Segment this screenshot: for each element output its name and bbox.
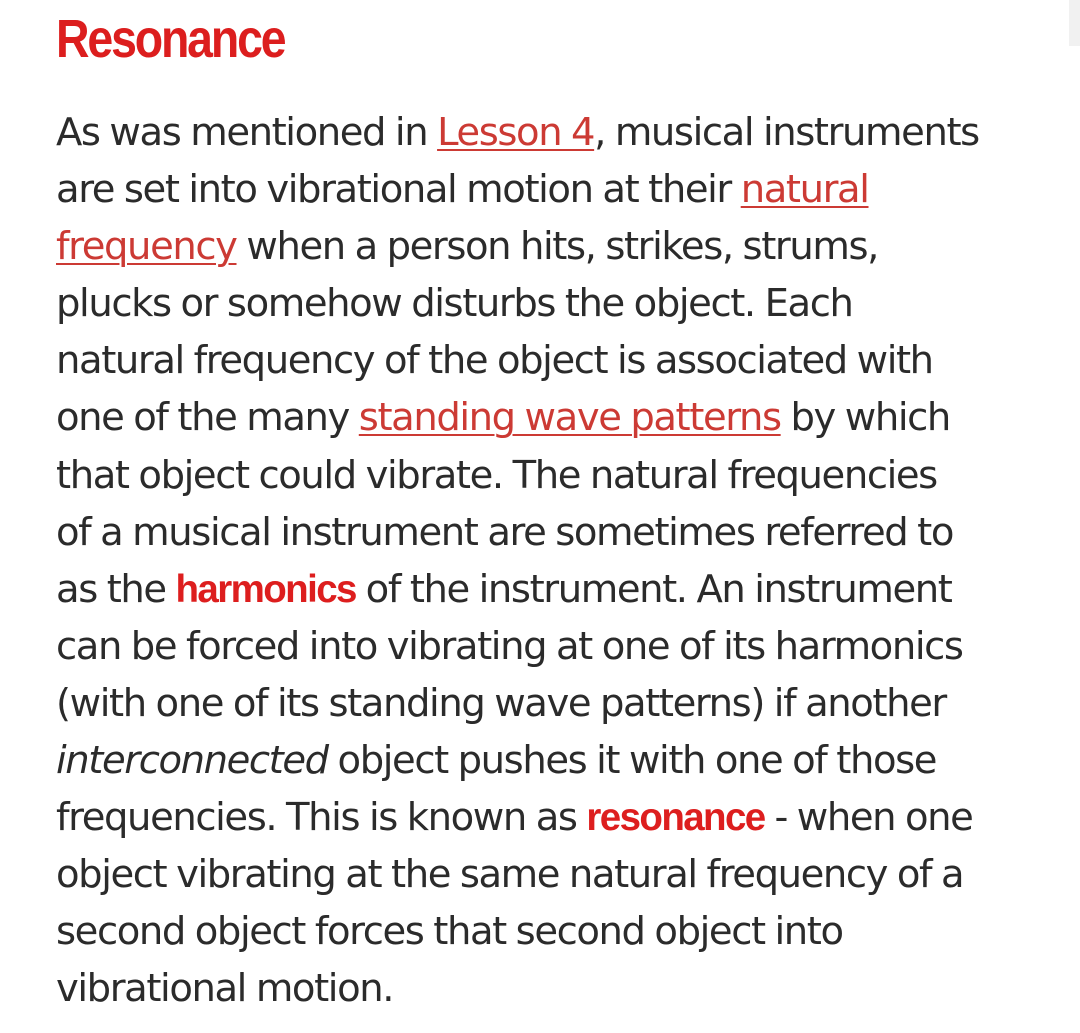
text-line [56, 504, 1071, 561]
text-run: that object could vibrate. The natural frequencies [56, 452, 937, 498]
text-line [56, 903, 1071, 960]
article-title: Resonance [56, 9, 285, 69]
text-line [56, 104, 1071, 161]
text-run: - when one [764, 795, 973, 841]
keyword-harmonics: harmonics [175, 567, 356, 611]
scrollbar[interactable] [1069, 0, 1080, 46]
link-natural[interactable]: natural [740, 167, 869, 213]
text-line [56, 275, 1071, 332]
text-run: as the [56, 566, 176, 612]
text-line [56, 161, 1071, 218]
text-run: As was mentioned in [56, 110, 438, 155]
text-line [56, 732, 1071, 789]
text-run: natural frequency of the object is associated with [56, 338, 933, 384]
text-run: (with one of its standing wave patterns) if another [56, 680, 946, 726]
text-run: when a person hits, strikes, strums, [236, 224, 878, 270]
link-standing-wave-patterns[interactable]: standing wave patterns [358, 395, 781, 441]
text-run: one of the many [56, 395, 359, 441]
text-line [56, 561, 1071, 618]
text-line [56, 960, 1071, 1017]
text-line [56, 218, 1071, 275]
text-line [56, 789, 1071, 846]
keyword-resonance: resonance [586, 796, 765, 840]
text-line [56, 618, 1071, 675]
text-line [56, 675, 1071, 732]
text-run: by which [780, 395, 950, 441]
text-line [56, 332, 1071, 389]
text-run: frequencies. This is known as [56, 795, 587, 841]
text-run: second object forces that second object into [56, 909, 843, 955]
emphasis-interconnected: interconnected [56, 738, 328, 784]
text-line [56, 846, 1071, 903]
text-line [56, 447, 1071, 504]
text-run: , musical instruments [594, 110, 979, 155]
text-run: are set into vibrational motion at their [56, 167, 741, 213]
link-lesson-4[interactable]: Lesson 4 [437, 110, 595, 155]
text-run: object pushes it with one of those [327, 738, 937, 784]
link-frequency[interactable]: frequency [56, 224, 237, 270]
text-run: of the instrument. An instrument [355, 566, 952, 612]
article-body [56, 104, 1071, 1018]
text-line [56, 389, 1071, 446]
text-run: vibrational motion. [56, 966, 394, 1012]
text-run: can be forced into vibrating at one of its harmonics [56, 623, 963, 669]
text-run: of a musical instrument are sometimes referred to [56, 509, 953, 555]
text-run: plucks or somehow disturbs the object. Each [56, 281, 853, 327]
text-run: object vibrating at the same natural frequency of a [56, 852, 964, 898]
